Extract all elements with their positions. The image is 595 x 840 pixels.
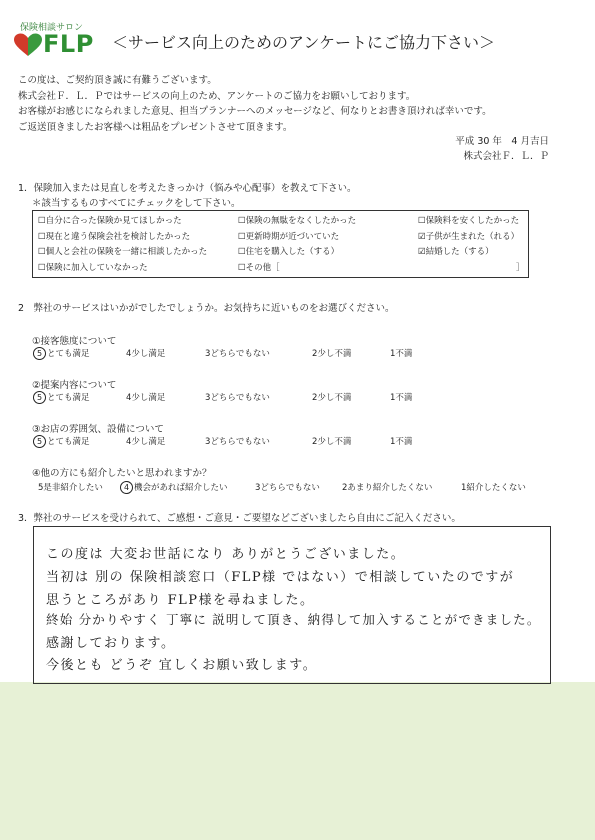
q1-option[interactable]: ☐保険に加入していなかった: [38, 263, 148, 273]
comment-line: 思うところがあり FLP様を尋ねました。: [46, 593, 315, 608]
q1-title: 1．保険加入または見直しを考えたきっかけ（悩みや心配事）を教えて下さい。: [18, 183, 357, 194]
q4-label: ④他の方にも紹介したいと思われますか？: [32, 468, 212, 479]
referral-option-2[interactable]: 2あまり紹介したくない: [342, 483, 433, 493]
checkbox-icon[interactable]: ☐: [38, 247, 46, 257]
q1-option[interactable]: ☑結婚した（する）: [418, 247, 494, 257]
q1-option[interactable]: ☐個人と会社の保険を一緒に相談したかった: [38, 247, 208, 257]
checkbox-icon[interactable]: ☐: [418, 216, 426, 226]
rating-option-2[interactable]: 2少し不満: [312, 393, 352, 403]
heart-icon: [14, 33, 42, 57]
rating-option-4[interactable]: 4少し満足: [126, 349, 166, 359]
referral-option-4[interactable]: 4 機会があれば紹介したい: [120, 481, 228, 494]
q1-option[interactable]: ☐保険料を安くしたかった: [418, 216, 520, 226]
rating-option-1[interactable]: 1不満: [390, 349, 413, 359]
q1-option[interactable]: ☐自分に合った保険か見てほしかった: [38, 216, 182, 226]
rating-option-2[interactable]: 2少し不満: [312, 349, 352, 359]
brand-name: FLP: [43, 30, 94, 58]
rating-option-1[interactable]: 1不満: [390, 437, 413, 447]
q2-title: 2 弊社のサービスはいかがでしたでしょうか。お気持ちに近いものをお選びください。: [18, 303, 395, 314]
rating-option-1[interactable]: 1不満: [390, 393, 413, 403]
brand-logo: [14, 20, 104, 62]
checkbox-icon[interactable]: ☐: [238, 247, 246, 257]
q2-item-label: ②提案内容について: [32, 380, 117, 391]
rating-option-4[interactable]: 4少し満足: [126, 437, 166, 447]
bottom-band: [0, 682, 595, 840]
comment-line: この度は 大変お世話になり ありがとうございました。: [46, 547, 406, 562]
rating-option-4[interactable]: 4少し満足: [126, 393, 166, 403]
comment-line: 今後とも どうぞ 宜しくお願い致します。: [46, 658, 318, 673]
selected-circle-icon: 5: [33, 347, 46, 360]
q1-note: ＊該当するものすべてにチェックをして下さい。: [32, 198, 241, 209]
q1-option-other[interactable]: ☐その他［: [238, 263, 280, 273]
intro-line: お客様がお感じになられました意見、担当プランナーへのメッセージなど、何なりとお書き頂ければ幸いです。: [18, 106, 492, 118]
rating-option-3[interactable]: 3どちらでもない: [205, 393, 270, 403]
intro-text: [18, 73, 492, 135]
page-title: ＜サービス向上のためのアンケートにご協力下さい＞: [112, 33, 496, 52]
selected-circle-icon: 5: [33, 435, 46, 448]
brand-subtitle: 保険相談サロン: [20, 23, 84, 33]
rating-option-5[interactable]: 5 とても満足: [33, 347, 90, 360]
checkbox-icon[interactable]: ☐: [38, 232, 46, 242]
referral-option-3[interactable]: 3どちらでもない: [255, 483, 320, 493]
q2-item-label: ③お店の雰囲気、設備について: [32, 424, 164, 435]
comment-line: 当初は 別の 保険相談窓口（FLP様 ではない）で相談していたのですが: [46, 570, 515, 585]
company-line: 株式会社Ｆ．Ｌ．Ｐ: [463, 151, 549, 162]
rating-option-3[interactable]: 3どちらでもない: [205, 349, 270, 359]
checked-checkbox-icon[interactable]: ☑: [418, 247, 426, 257]
intro-line: 株式会社Ｆ．Ｌ．Ｐではサービスの向上のため、アンケートのご協力をお願いしております。: [18, 90, 416, 102]
rating-option-3[interactable]: 3どちらでもない: [205, 437, 270, 447]
q1-option[interactable]: ☑子供が生まれた（れる）: [418, 232, 520, 242]
rating-option-5[interactable]: 5 とても満足: [33, 435, 90, 448]
intro-line: この度は、ご契約頂き誠に有難うございます。: [18, 75, 217, 86]
checkbox-icon[interactable]: ☐: [238, 232, 246, 242]
comment-line: 終始 分かりやすく 丁寧に 説明して頂き、納得して加入することができました。: [46, 612, 541, 627]
q2-item-label: ①接客態度について: [32, 336, 117, 347]
selected-circle-icon: 4: [120, 481, 133, 494]
checkbox-icon[interactable]: ☐: [38, 263, 46, 273]
checkbox-icon[interactable]: ☐: [238, 263, 246, 273]
comment-line: 感謝しております。: [46, 636, 176, 651]
checkbox-icon[interactable]: ☐: [38, 216, 46, 226]
date-block: [455, 134, 549, 164]
referral-option-1[interactable]: 1紹介したくない: [461, 483, 526, 493]
q3-title: 3．弊社のサービスを受けられて、ご感想・ご意見・ご要望などございましたら自由にご記入ください。: [18, 513, 461, 524]
intro-line: ご返送頂きましたお客様へは粗品をプレゼントさせて頂きます。: [18, 121, 293, 133]
rating-option-2[interactable]: 2少し不満: [312, 437, 352, 447]
q1-option[interactable]: ☐更新時期が近づいていた: [238, 232, 340, 242]
date-line: 平成 30 年 4 月吉日: [455, 136, 549, 147]
rating-option-5[interactable]: 5 とても満足: [33, 391, 90, 404]
q1-option[interactable]: ☐保険の無駄をなくしたかった: [238, 216, 357, 226]
checked-checkbox-icon[interactable]: ☑: [418, 232, 426, 242]
other-bracket-close: ］: [516, 263, 525, 273]
checkbox-icon[interactable]: ☐: [238, 216, 246, 226]
selected-circle-icon: 5: [33, 391, 46, 404]
q1-option[interactable]: ☐現在と違う保険会社を検討したかった: [38, 232, 191, 242]
referral-option-5[interactable]: 5是非紹介したい: [38, 483, 103, 493]
q1-option[interactable]: ☐住宅を購入した（する）: [238, 247, 340, 257]
